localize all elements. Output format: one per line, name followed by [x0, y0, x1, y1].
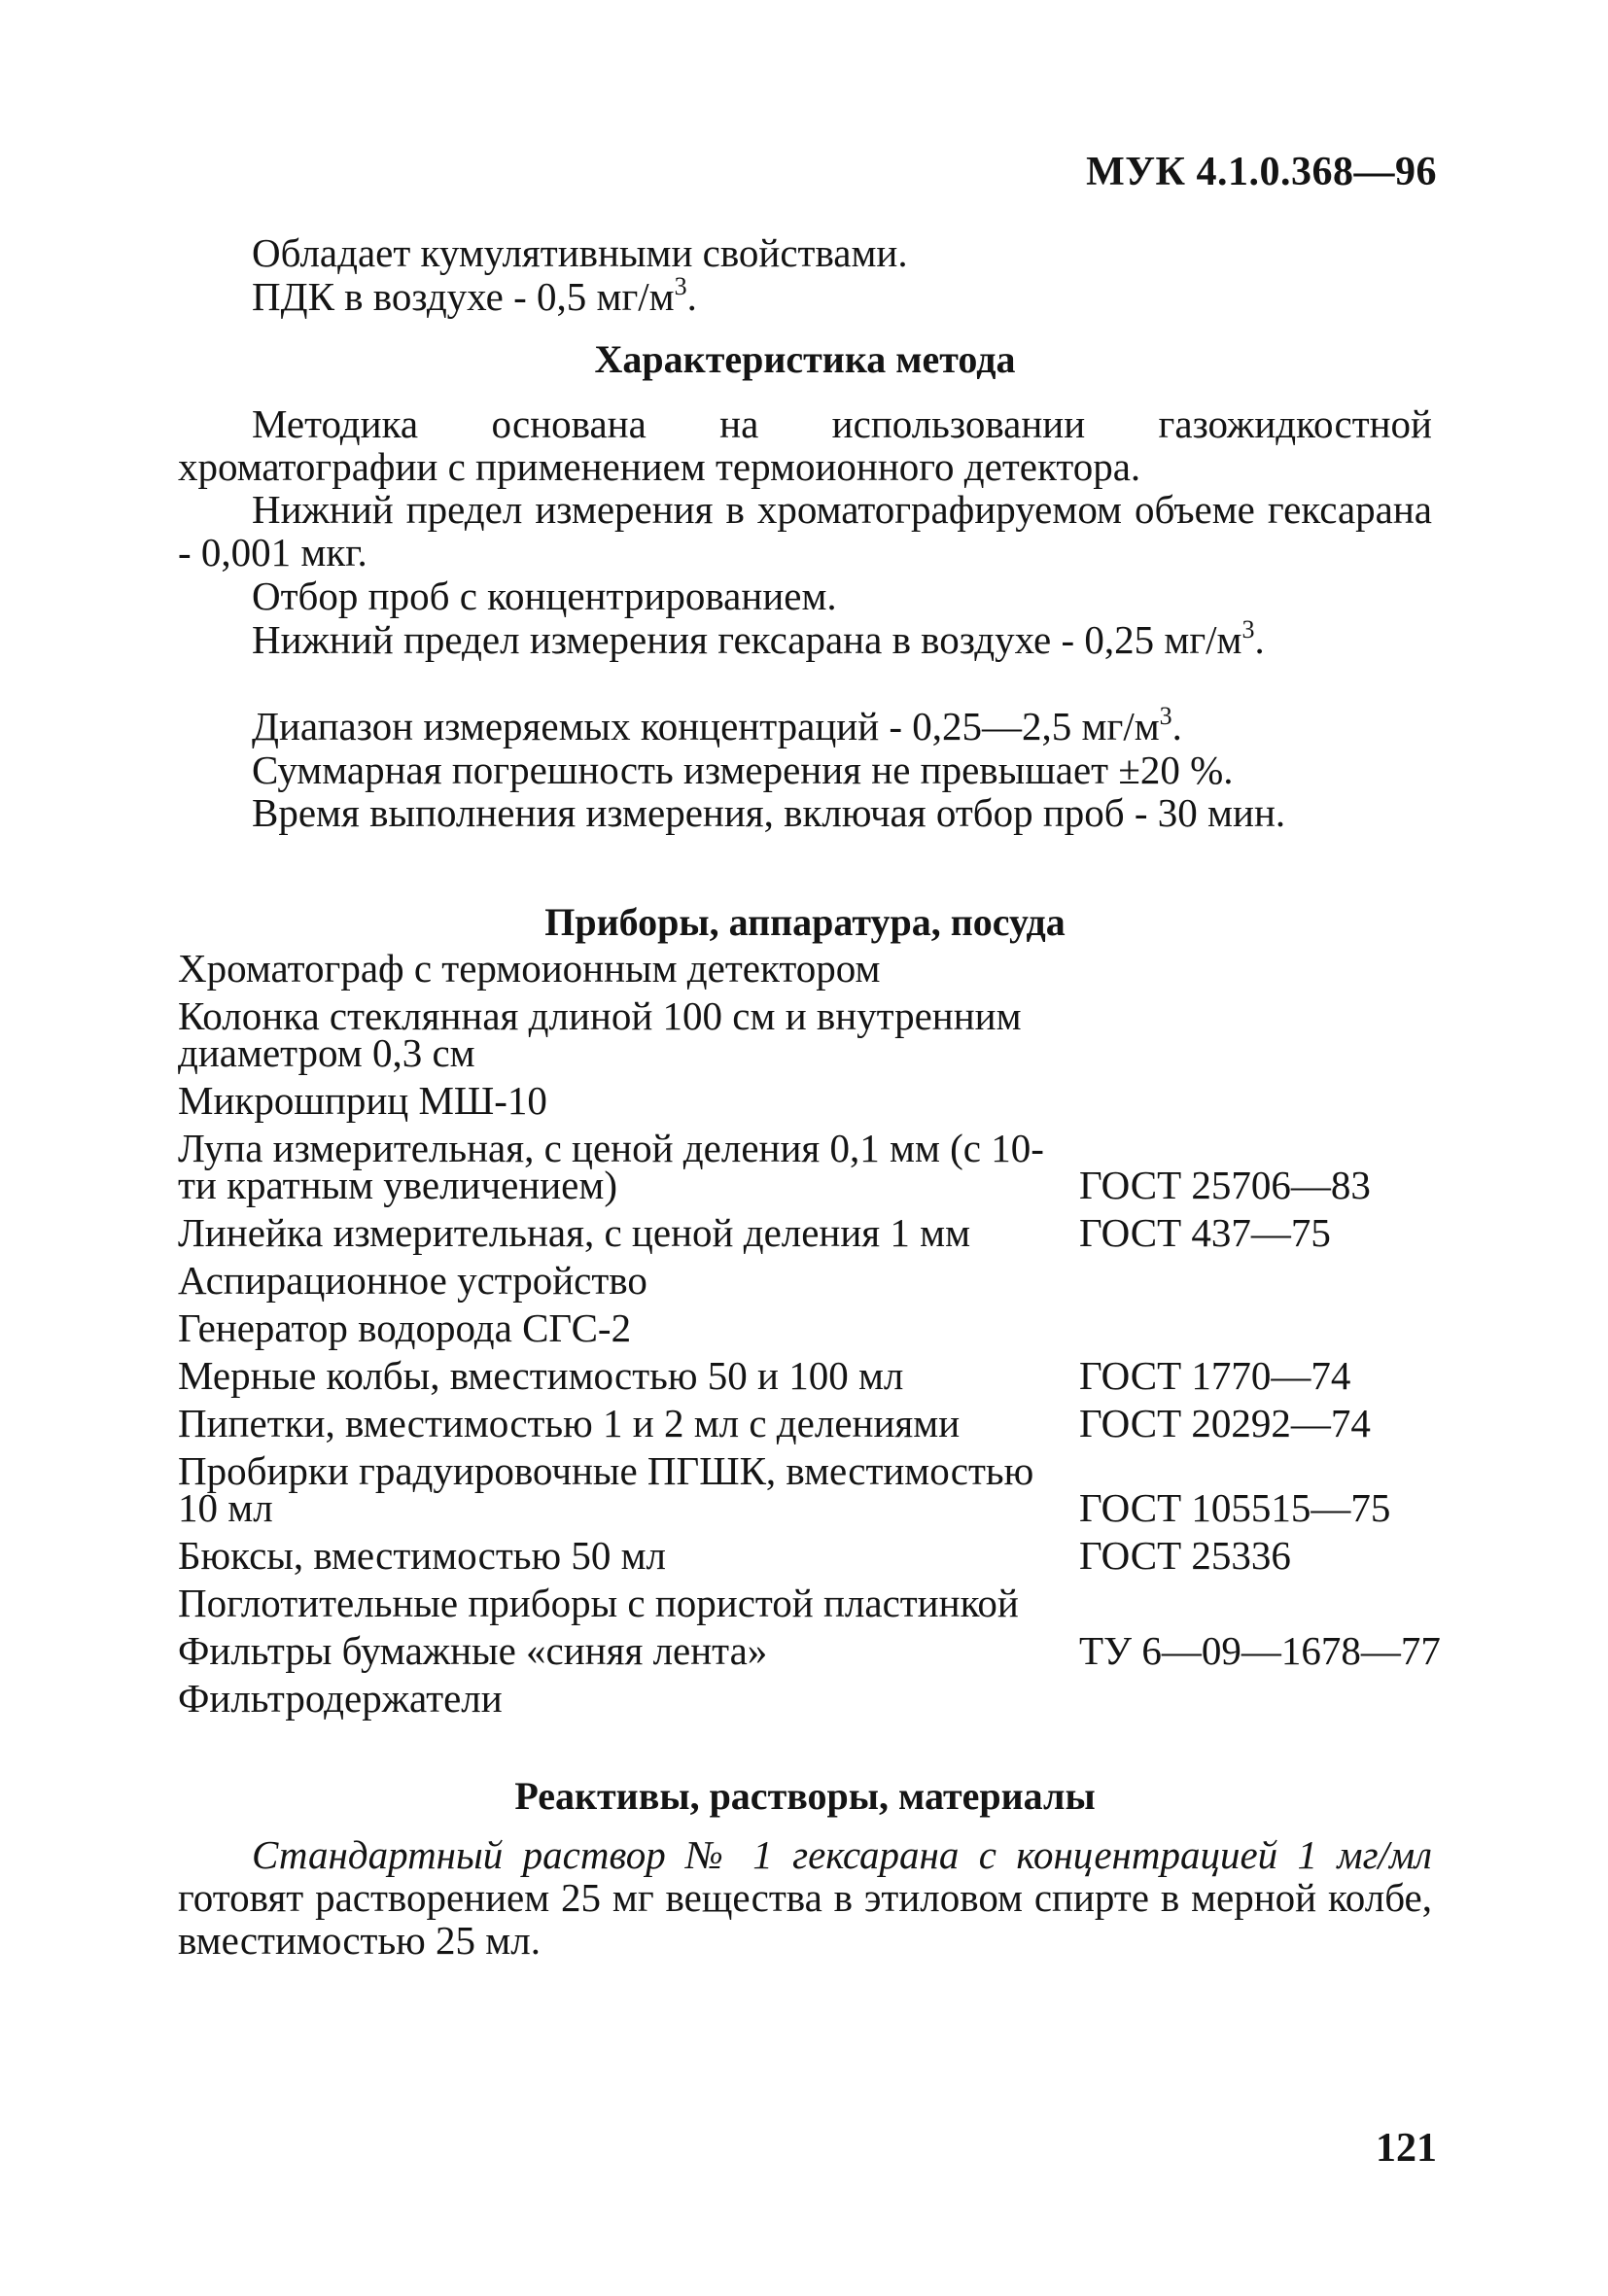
method-p4: Нижний предел измерения гексарана в воздухе - 0,25 $мг/м^3$.	[252, 615, 1265, 662]
equipment-row: Микрошприц МШ-10	[178, 1078, 547, 1123]
equipment-row: Пипетки, вместимостью 1 и 2 мл с делениями ГОСТ 20292—74	[178, 1401, 1371, 1445]
equipment-standard: ТУ 6—09—1678—77	[1079, 1628, 1441, 1673]
equipment-list	[178, 946, 1471, 1721]
equipment-standard: ГОСТ 25336	[1079, 1533, 1291, 1578]
equipment-standard: ГОСТ 437—75	[1079, 1210, 1331, 1255]
equipment-row: Бюксы, вместимостью 50 мл ГОСТ 25336	[178, 1533, 1291, 1578]
method-p2: Нижний предел измерения в хроматографируемом объеме гексарана - 0,001 мкг.	[178, 487, 1432, 574]
intro-pdk: ПДК в воздухе - 0,5 $мг/м^3$.	[252, 272, 697, 319]
equipment-standard: ГОСТ 1770—74	[1079, 1353, 1351, 1398]
equipment-standard: ГОСТ 20292—74	[1079, 1401, 1371, 1445]
equipment-row: Лупа измерительная, с ценой деления 0,1 мм (с 10-ти кратным увеличением) ГОСТ 25706—83	[178, 1126, 1371, 1207]
method-p1: Методика основана на использовании газожидкостной хроматографии с применением термоионного детектора.	[178, 401, 1432, 489]
method-p6: Суммарная погрешность измерения не превышает ±20 %.	[252, 748, 1234, 792]
document-number: МУК 4.1.0.368—96	[1086, 150, 1437, 194]
page-number: 121	[1376, 2126, 1437, 2171]
equipment-row: Пробирки градуировочные ПГШК, вместимостью 10 мл ГОСТ 105515—75	[178, 1448, 1391, 1530]
method-p7: Время выполнения измерения, включая отбор проб - 30 мин.	[252, 790, 1286, 835]
reagents-heading: Реактивы, растворы, материалы	[514, 1774, 1096, 1818]
reagents-p1: Стандартный раствор № 1 гексарана с концентрацией 1 мг/мл готовят растворением 25 мг вещества в этиловом спирте в мерной колбе, вместимостью 25 мл.	[178, 1832, 1432, 1963]
equipment-row: Фильтродержатели	[178, 1676, 503, 1721]
method-heading: Характеристика метода	[594, 337, 1016, 381]
equipment-standard: ГОСТ 105515—75	[1079, 1485, 1391, 1530]
equipment-row: Мерные колбы, вместимостью 50 и 100 мл ГОСТ 1770—74	[178, 1353, 1351, 1398]
equipment-row: Поглотительные приборы с пористой пластинкой	[178, 1581, 1019, 1625]
equipment-row: Аспирационное устройство	[178, 1258, 647, 1303]
equipment-row: Хроматограф с термоионным детектором	[178, 946, 881, 991]
equipment-row: Колонка стеклянная длиной 100 см и внутренним диаметром 0,3 см	[178, 993, 1022, 1075]
equipment-row: Линейка измерительная, с ценой деления 1 мм ГОСТ 437—75	[178, 1210, 1331, 1255]
method-p5: Диапазон измеряемых концентраций - 0,25—2,5 $мг/м^3$.	[252, 702, 1182, 748]
equipment-row: Фильтры бумажные «синяя лента» ТУ 6—09—1678—77	[178, 1628, 1441, 1673]
equipment-standard: ГОСТ 25706—83	[1079, 1163, 1371, 1207]
intro-cumulative: Обладает кумулятивными свойствами.	[252, 230, 908, 275]
equipment-row: Генератор водорода СГС-2	[178, 1305, 632, 1350]
equipment-heading: Приборы, аппаратура, посуда	[544, 900, 1066, 944]
method-p3: Отбор проб с концентрированием.	[252, 574, 837, 618]
